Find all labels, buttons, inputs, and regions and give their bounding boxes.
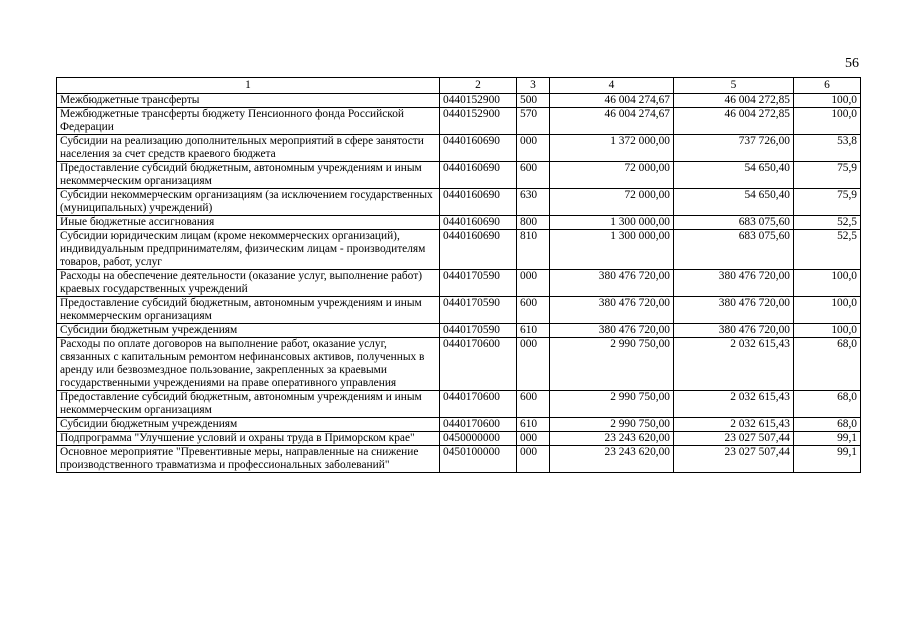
table-row	[57, 162, 861, 189]
table-row	[57, 216, 861, 230]
table-row	[57, 108, 861, 135]
cell-code: 0440160690	[440, 162, 517, 189]
table-row	[57, 446, 861, 473]
cell-code: 0440152900	[440, 108, 517, 135]
cell-pct: 99,1	[794, 446, 861, 473]
cell-plan: 1 300 000,00	[550, 230, 674, 270]
cell-vr: 500	[517, 94, 550, 108]
cell-plan: 380 476 720,00	[550, 324, 674, 338]
header-col-name: 1	[57, 78, 440, 94]
cell-name: Субсидии бюджетным учреждениям	[57, 324, 440, 338]
cell-code: 0440170590	[440, 297, 517, 324]
cell-vr: 600	[517, 162, 550, 189]
cell-vr: 000	[517, 432, 550, 446]
cell-fact: 380 476 720,00	[674, 270, 794, 297]
cell-vr: 630	[517, 189, 550, 216]
cell-fact: 737 726,00	[674, 135, 794, 162]
cell-code: 0440170590	[440, 270, 517, 297]
cell-vr: 570	[517, 108, 550, 135]
cell-name: Иные бюджетные ассигнования	[57, 216, 440, 230]
cell-fact: 683 075,60	[674, 230, 794, 270]
cell-name: Субсидии некоммерческим организациям (за исключением государственных (муниципальных) учреждений)	[57, 189, 440, 216]
cell-vr: 810	[517, 230, 550, 270]
cell-plan: 46 004 274,67	[550, 94, 674, 108]
cell-name: Расходы на обеспечение деятельности (оказание услуг, выполнение работ) краевых государственных учреждений	[57, 270, 440, 297]
cell-pct: 52,5	[794, 230, 861, 270]
cell-vr: 000	[517, 135, 550, 162]
cell-fact: 46 004 272,85	[674, 94, 794, 108]
cell-pct: 99,1	[794, 432, 861, 446]
cell-code: 0440152900	[440, 94, 517, 108]
header-col-pct: 6	[794, 78, 861, 94]
cell-pct: 68,0	[794, 391, 861, 418]
cell-vr: 000	[517, 446, 550, 473]
table-row	[57, 94, 861, 108]
cell-pct: 100,0	[794, 297, 861, 324]
cell-name: Предоставление субсидий бюджетным, автономным учреждениям и иным некоммерческим организациям	[57, 162, 440, 189]
header-col-vr: 3	[517, 78, 550, 94]
cell-fact: 2 032 615,43	[674, 418, 794, 432]
cell-code: 0440160690	[440, 230, 517, 270]
table-row	[57, 230, 861, 270]
cell-pct: 75,9	[794, 189, 861, 216]
cell-code: 0440170590	[440, 324, 517, 338]
table-row	[57, 418, 861, 432]
cell-pct: 100,0	[794, 324, 861, 338]
cell-fact: 380 476 720,00	[674, 324, 794, 338]
cell-name: Субсидии бюджетным учреждениям	[57, 418, 440, 432]
table-row	[57, 338, 861, 391]
cell-pct: 100,0	[794, 94, 861, 108]
cell-pct: 100,0	[794, 108, 861, 135]
cell-code: 0440160690	[440, 135, 517, 162]
cell-vr: 610	[517, 418, 550, 432]
cell-code: 0440160690	[440, 216, 517, 230]
cell-fact: 2 032 615,43	[674, 391, 794, 418]
cell-fact: 54 650,40	[674, 162, 794, 189]
cell-pct: 100,0	[794, 270, 861, 297]
header-col-plan: 4	[550, 78, 674, 94]
cell-vr: 610	[517, 324, 550, 338]
cell-plan: 1 372 000,00	[550, 135, 674, 162]
cell-plan: 2 990 750,00	[550, 418, 674, 432]
cell-vr: 600	[517, 391, 550, 418]
table-row	[57, 297, 861, 324]
cell-plan: 2 990 750,00	[550, 391, 674, 418]
cell-fact: 2 032 615,43	[674, 338, 794, 391]
cell-plan: 1 300 000,00	[550, 216, 674, 230]
table-row	[57, 391, 861, 418]
cell-code: 0440160690	[440, 189, 517, 216]
table-header	[57, 78, 861, 94]
cell-name: Основное мероприятие "Превентивные меры, направленные на снижение производственного травматизма и профессиональных заболеваний"	[57, 446, 440, 473]
cell-name: Субсидии на реализацию дополнительных мероприятий в сфере занятости населения за счет средств краевого бюджета	[57, 135, 440, 162]
cell-code: 0440170600	[440, 338, 517, 391]
table-row	[57, 135, 861, 162]
cell-plan: 46 004 274,67	[550, 108, 674, 135]
header-col-fact: 5	[674, 78, 794, 94]
cell-plan: 72 000,00	[550, 189, 674, 216]
cell-fact: 380 476 720,00	[674, 297, 794, 324]
cell-fact: 46 004 272,85	[674, 108, 794, 135]
cell-name: Предоставление субсидий бюджетным, автономным учреждениям и иным некоммерческим организациям	[57, 391, 440, 418]
header-col-code: 2	[440, 78, 517, 94]
table-row	[57, 189, 861, 216]
cell-name: Субсидии юридическим лицам (кроме некоммерческих организаций), индивидуальным предпринимателям, физическим лицам - производителям товаров, работ, услуг	[57, 230, 440, 270]
cell-name: Предоставление субсидий бюджетным, автономным учреждениям и иным некоммерческим организациям	[57, 297, 440, 324]
cell-vr: 600	[517, 297, 550, 324]
table-body	[57, 94, 861, 473]
cell-code: 0440170600	[440, 418, 517, 432]
cell-fact: 23 027 507,44	[674, 432, 794, 446]
cell-pct: 68,0	[794, 418, 861, 432]
cell-plan: 2 990 750,00	[550, 338, 674, 391]
cell-vr: 800	[517, 216, 550, 230]
page-number: 56	[845, 56, 859, 71]
cell-name: Межбюджетные трансферты	[57, 94, 440, 108]
cell-vr: 000	[517, 270, 550, 297]
cell-code: 0450100000	[440, 446, 517, 473]
cell-pct: 52,5	[794, 216, 861, 230]
cell-name: Подпрограмма "Улучшение условий и охраны труда в Приморском крае"	[57, 432, 440, 446]
cell-pct: 53,8	[794, 135, 861, 162]
cell-plan: 380 476 720,00	[550, 297, 674, 324]
header-row	[57, 78, 861, 94]
table-row	[57, 324, 861, 338]
cell-plan: 72 000,00	[550, 162, 674, 189]
cell-plan: 23 243 620,00	[550, 432, 674, 446]
cell-pct: 75,9	[794, 162, 861, 189]
cell-fact: 23 027 507,44	[674, 446, 794, 473]
cell-pct: 68,0	[794, 338, 861, 391]
budget-table	[56, 77, 861, 473]
cell-name: Расходы по оплате договоров на выполнение работ, оказание услуг, связанных с капитальным ремонтом нефинансовых активов, полученных в аренду или безвозмездное пользование, закрепленных за краевыми государственными учреждениями на праве оперативного управления	[57, 338, 440, 391]
cell-fact: 683 075,60	[674, 216, 794, 230]
cell-code: 0440170600	[440, 391, 517, 418]
table-row	[57, 270, 861, 297]
cell-plan: 23 243 620,00	[550, 446, 674, 473]
cell-fact: 54 650,40	[674, 189, 794, 216]
cell-plan: 380 476 720,00	[550, 270, 674, 297]
cell-vr: 000	[517, 338, 550, 391]
table-row	[57, 432, 861, 446]
cell-code: 0450000000	[440, 432, 517, 446]
cell-name: Межбюджетные трансферты бюджету Пенсионного фонда Российской Федерации	[57, 108, 440, 135]
